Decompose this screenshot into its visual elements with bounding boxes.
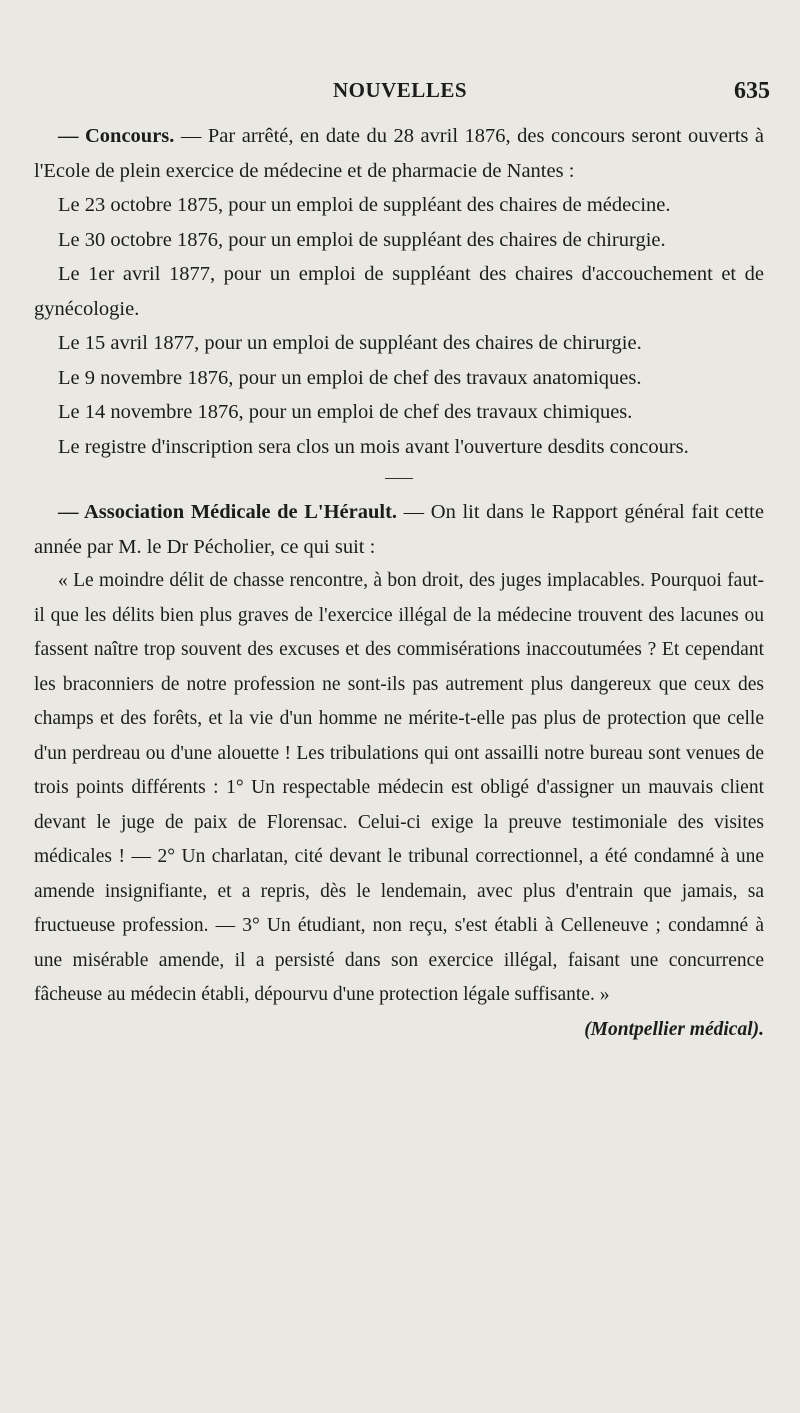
concours-closing: Le registre d'inscription sera clos un mois avant l'ouverture desdits concours. [58,435,689,458]
section-divider [385,478,413,479]
concours-item: Le 14 novembre 1876, pour un emploi de chef des travaux chimiques. [58,401,633,423]
concours-heading: — Concours. [58,125,175,147]
quote-source: (Montpellier médical). [584,1018,764,1040]
quote-text [34,564,764,1040]
page-number: 635 [734,78,770,104]
quoted-report [34,564,764,1040]
running-title: NOUVELLES [332,78,468,102]
association-intro [34,495,764,564]
page-header [30,78,770,108]
quote-body: « Le moindre délit de chasse rencontre, à bon droit, des juges implacables. Pourquoi faut-il que les délits bien plus graves de l'exercice illégal de la médecine trouvent des lacunes ou fassent naître trop souvent des excuses et des commisérations inaccoutumées ? Et cependant les braconniers de notre profession ne sont-ils pas autrement plus dangereux que ceux des champs et des forêts, et la vie d'un homme ne mérite-t-elle pas plus de protection que celle d'un perdreau ou d'une alouette ! Les tribulations qui ont assailli notre bureau sont venues de trois points différents : 1° Un respectable médecin est obligé d'assigner un mauvais client devant le juge de paix de Florensac. Celui-ci exige la preuve testimoniale des visites médicales ! — 2° Un charlatan, cité devant le tribunal correctionnel, a été condamné à une amende insignifiante, et a repris, dès le lendemain, avec plus d'entrain que jamais, sa fructueuse profession. — 3° Un étudiant, non reçu, s'est établi à Celleneuve ; condamné à une misérable amende, il a persisté dans son exercice illégal, faisant une concurrence fâcheuse au médecin établi, dépourvu d'une protection légale suffisante. » [34,570,764,1005]
article-body [34,119,764,1047]
concours-intro [34,119,764,188]
concours-item: Le 30 octobre 1876, pour un emploi de suppléant des chaires de chirurgie. [58,228,666,251]
concours-item: Le 15 avril 1877, pour un emploi de suppléant des chaires de chirurgie. [58,332,642,354]
concours-intro-text: — Par arrêté, en date du 28 avril 1876, des concours seront ouverts à l'Ecole de plein exercice de médecine et de pharmacie de Nantes : [34,125,764,182]
concours-item: Le 1er avril 1877, pour un emploi de suppléant des chaires d'accouchement et de gynécologie. [34,263,764,320]
concours-item: Le 9 novembre 1876, pour un emploi de chef des travaux anatomiques. [58,366,642,389]
association-heading: — Association Médicale de L'Hérault. [58,501,398,523]
concours-item: Le 23 octobre 1875, pour un emploi de suppléant des chaires de médecine. [58,194,671,216]
association-intro-text: — On lit dans le Rapport général fait cette année par M. le Dr Pécholier, ce qui suit : [34,501,764,558]
